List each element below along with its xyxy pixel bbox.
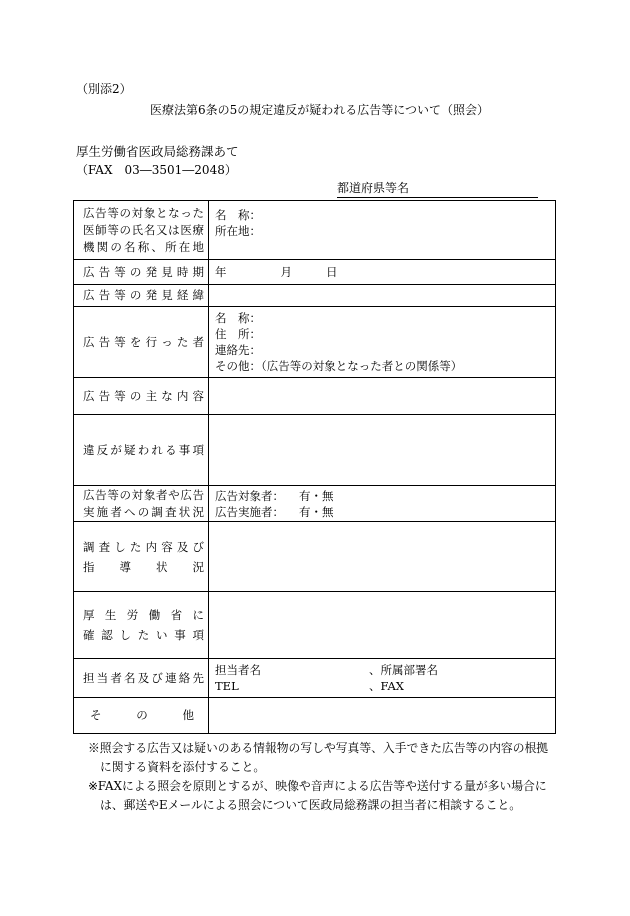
address-field-label: 所在地： (215, 224, 261, 238)
label-cell-confirm-with-ministry (74, 592, 209, 659)
label-line: 厚生労働省に (83, 608, 204, 622)
other-label: その他 (90, 708, 194, 722)
table-row-investigation (74, 486, 556, 522)
value-cell-advertiser[interactable] (209, 307, 556, 378)
label-cell-investigation (74, 486, 209, 522)
tel-label: TEL (215, 679, 239, 693)
table-row-target (74, 201, 556, 260)
month-label: 月 (280, 265, 292, 279)
label-line: 指導状況 (83, 559, 204, 574)
table-row-suspected-violation (74, 415, 556, 486)
value-cell-other[interactable] (209, 698, 556, 734)
table-row-main-content (74, 378, 556, 415)
label-cell-investigated-content (74, 522, 209, 592)
addressee-line: 厚生労働省医政局総務課あて (76, 144, 239, 159)
label-cell-suspected-violation (74, 415, 209, 486)
investigation-target-label: 広告対象者： (215, 488, 284, 503)
notes-section (88, 739, 558, 815)
label-line: 確認したい事項 (83, 628, 204, 642)
contact-person-label: 担当者名及び連絡先 (83, 670, 204, 685)
advertiser-address-label: 住 所： (215, 327, 261, 341)
label-cell-advertiser (74, 307, 209, 378)
discovery-circumstances-label: 広告等の発見経緯 (83, 288, 204, 302)
value-cell-investigated-content[interactable] (209, 522, 556, 592)
table-row-discovery-time (74, 260, 556, 285)
label-cell-contact-person (74, 659, 209, 698)
label-line: 調査した内容及び (83, 539, 204, 554)
advertiser-label: 広告等を行った者 (83, 334, 204, 349)
prefecture-name-field[interactable] (337, 179, 538, 198)
label-cell-target (74, 201, 209, 260)
value-cell-main-content[interactable] (209, 378, 556, 415)
prefecture-name-label: 都道府県等名 (337, 181, 410, 195)
value-cell-discovery-time[interactable] (209, 260, 556, 285)
department-label: 、所属部署名 (369, 663, 438, 677)
advertiser-name-label: 名 称： (215, 311, 261, 325)
table-row-advertiser (74, 307, 556, 378)
attachment-label: （別添2） (76, 82, 132, 96)
value-cell-discovery-circumstances[interactable] (209, 285, 556, 307)
table-row-discovery-circumstances (74, 285, 556, 307)
label-cell-other (74, 698, 209, 734)
investigation-target-choice[interactable]: 有・無 (299, 488, 334, 503)
advertiser-other-label: その他：（広告等の対象となった者との関係等） (215, 359, 463, 373)
table-row-other (74, 698, 556, 734)
value-cell-suspected-violation[interactable] (209, 415, 556, 486)
label-cell-discovery-circumstances (74, 285, 209, 307)
inquiry-form-table (73, 200, 556, 734)
day-label: 日 (326, 265, 338, 279)
table-row-contact-person (74, 659, 556, 698)
label-cell-main-content (74, 378, 209, 415)
table-row-investigated-content (74, 522, 556, 592)
person-name-label: 担当者名 (215, 663, 261, 677)
label-line: 機関の名称、所在地 (83, 239, 204, 254)
fax-number-line: （FAX 03―3501―2048） (76, 163, 237, 177)
label-line: 広告等の対象となった (83, 205, 204, 220)
value-cell-investigation[interactable] (209, 486, 556, 522)
name-field-label: 名 称： (215, 208, 261, 222)
label-cell-discovery-time (74, 260, 209, 285)
page-title: 医療法第6条の5の規定違反が疑われる広告等について（照会） (150, 103, 490, 117)
year-label: 年 (215, 265, 227, 279)
value-cell-target[interactable] (209, 201, 556, 260)
suspected-violation-label: 違反が疑われる事項 (83, 442, 204, 457)
main-content-label: 広告等の主な内容 (83, 388, 204, 403)
note-fax-principle: ※FAXによる照会を原則とするが、映像や音声による広告等や送付する量が多い場合には、郵送やEメールによる照会について医政局総務課の担当者に相談すること。 (88, 779, 547, 812)
table-row-confirm-with-ministry (74, 592, 556, 659)
value-cell-contact-person[interactable] (209, 659, 556, 698)
label-line: 広告等の対象者や広告 (83, 487, 204, 502)
investigation-advertiser-choice[interactable]: 有・無 (299, 504, 334, 519)
label-line: 医師等の氏名又は医療 (83, 222, 204, 237)
investigation-advertiser-label: 広告実施者： (215, 504, 284, 519)
advertiser-contact-label: 連絡先： (215, 343, 261, 357)
discovery-time-label: 広告等の発見時期 (83, 264, 204, 279)
value-cell-confirm-with-ministry[interactable] (209, 592, 556, 659)
fax-label: 、FAX (369, 679, 404, 693)
label-line: 実施者への調査状況 (83, 504, 204, 519)
note-attach-materials: ※照会する広告又は疑いのある情報物の写しや写真等、入手できた広告等の内容の根拠に関する資料を添付すること。 (88, 741, 549, 774)
